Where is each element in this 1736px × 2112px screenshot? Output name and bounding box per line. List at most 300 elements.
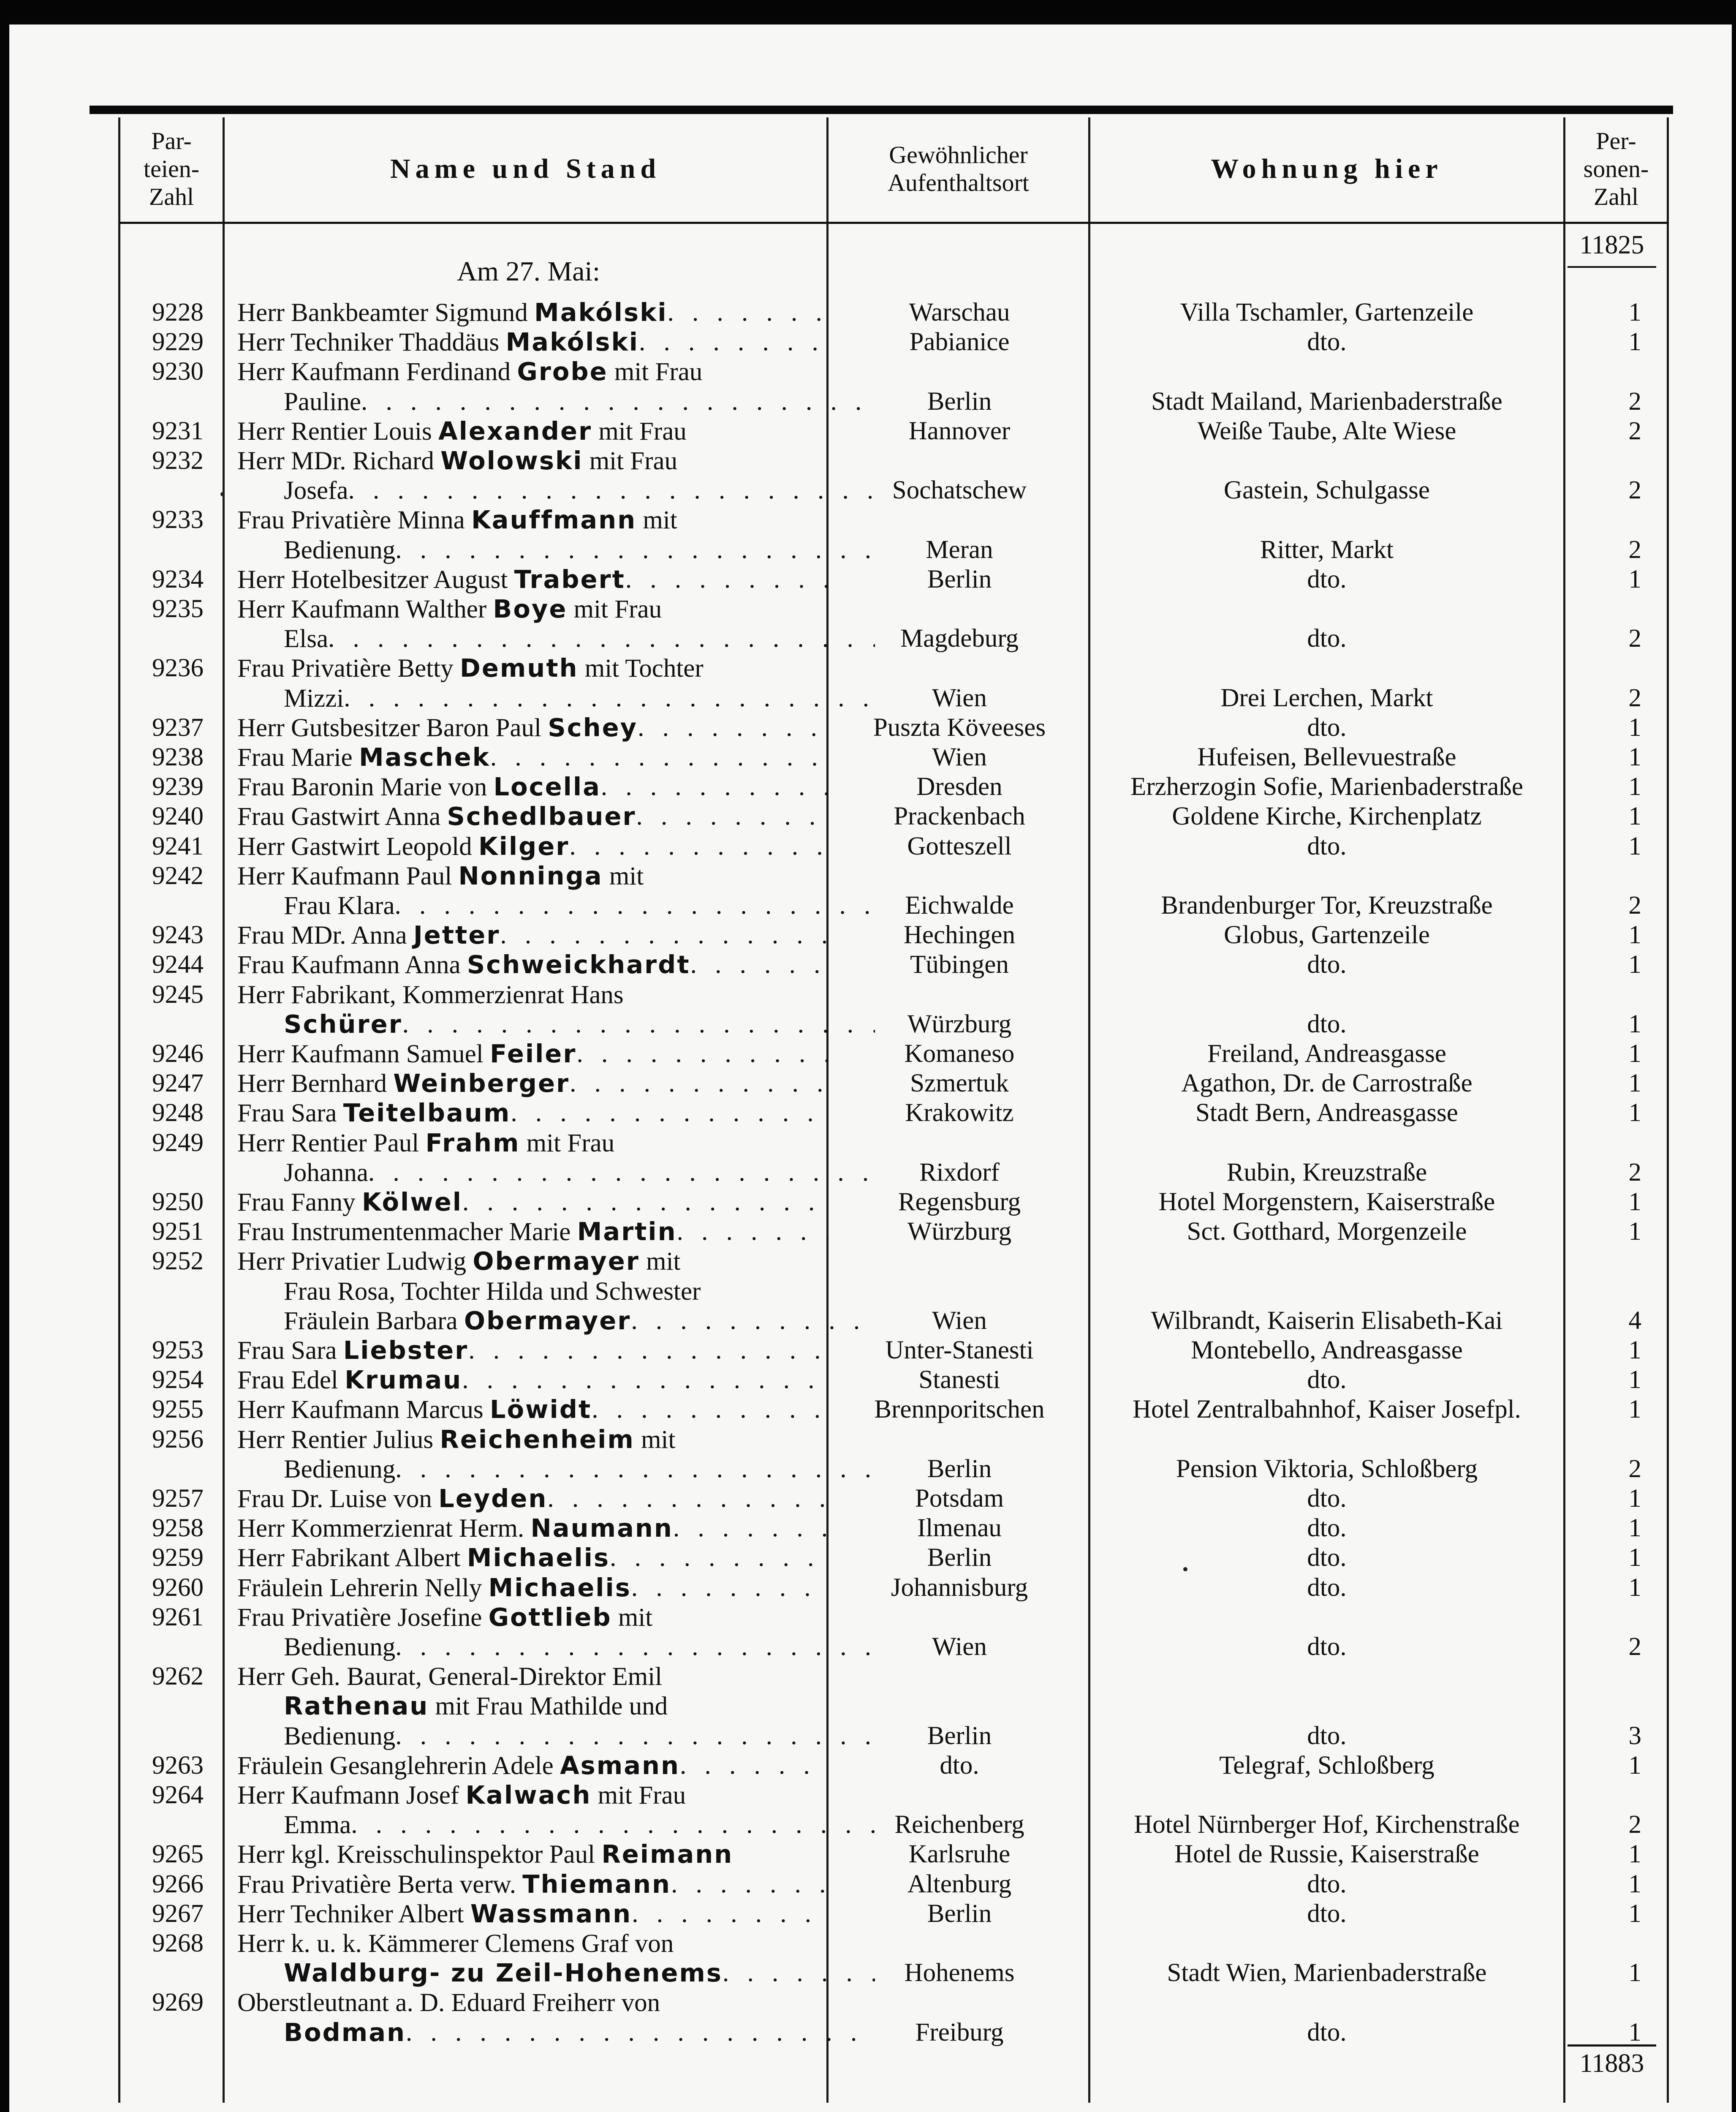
table-row (9, 1158, 1732, 1187)
entry-residence: Warschau (909, 298, 1010, 327)
entry-title: Fräulein Lehrerin Nelly (237, 1573, 489, 1602)
entry-surname: Makólski (534, 298, 668, 327)
entry-suffix: mit (603, 862, 644, 890)
entry-number: 9250 (152, 1188, 204, 1216)
entry-persons: 1 (1628, 1573, 1641, 1602)
entry-lodging: dto. (1307, 1633, 1347, 1661)
entry-name-text (237, 565, 625, 595)
entry-name-text (237, 1870, 671, 1900)
entry-name-and-status (237, 594, 829, 624)
entry-lodging: Freiland, Andreasgasse (1207, 1040, 1446, 1068)
entry-residence: Potsdam (915, 1484, 1004, 1513)
entry-name-text (284, 1958, 723, 1988)
entry-number: 9254 (152, 1366, 204, 1394)
entry-title: Frau Marie (237, 743, 359, 772)
entry-residence: Berlin (927, 387, 992, 416)
entry-title: Herr Rentier Paul (237, 1129, 426, 1157)
table-row (9, 1751, 1732, 1780)
entry-name-and-status (237, 743, 829, 773)
entry-persons: 1 (1628, 950, 1641, 979)
entry-number: 9269 (152, 1988, 204, 2017)
entry-title: Herr Rentier Louis (237, 417, 438, 446)
dot-leader (395, 535, 875, 565)
entry-name-text (284, 476, 348, 506)
entry-title: Frau Rosa, Tochter Hilda und Schwester (284, 1277, 701, 1306)
entry-lodging: Hotel Zentralbahnhof, Kaiser Josefpl. (1133, 1395, 1521, 1424)
dot-leader (395, 1721, 875, 1751)
entry-number: 9231 (152, 416, 204, 445)
entry-persons: 1 (1628, 1069, 1641, 1098)
table-row (9, 861, 1732, 891)
table-row (9, 327, 1732, 357)
scan-top-edge (9, 17, 1732, 24)
entry-suffix: mit (636, 506, 677, 535)
entry-lodging: dto. (1307, 1721, 1347, 1750)
dot-leader (395, 891, 875, 921)
table-row (9, 1573, 1732, 1603)
entry-residence: Freiburg (915, 2018, 1004, 2047)
dot-leader (500, 920, 829, 950)
table-row (9, 1395, 1732, 1424)
entry-title: Frau Gastwirt Anna (237, 803, 447, 831)
entry-persons: 1 (1628, 1395, 1641, 1424)
entry-persons: 4 (1628, 1306, 1641, 1335)
table-row (9, 535, 1732, 565)
table-row (9, 1425, 1732, 1454)
entry-residence: Eichwalde (905, 891, 1014, 920)
entry-suffix: mit Frau (520, 1129, 615, 1157)
entry-name-and-status (237, 357, 829, 387)
entry-name-text (237, 981, 624, 1009)
entry-number: 9263 (152, 1751, 204, 1780)
entry-residence: Wien (932, 1306, 987, 1335)
dot-leader (511, 1098, 829, 1128)
table-row (9, 653, 1732, 683)
entry-name-and-status (237, 1780, 829, 1810)
entry-title: Fräulein Gesanglehrerin Adele (237, 1751, 560, 1780)
entry-lodging: dto. (1307, 1899, 1347, 1928)
entry-name-text (284, 1721, 395, 1751)
entry-persons: 1 (1628, 802, 1641, 831)
entry-name-and-status (237, 683, 875, 713)
table-row (9, 565, 1732, 594)
entry-title: Frau Instrumentenmacher Marie (237, 1218, 577, 1247)
table-row (9, 1988, 1732, 2017)
table-row (9, 1336, 1732, 1365)
header-parteien-zahl: Par- teien- Zahl (143, 127, 200, 211)
entry-name-and-status (237, 832, 829, 862)
dot-leader (406, 2018, 875, 2048)
dot-leader (468, 1336, 829, 1366)
entry-lodging: Goldene Kirche, Kirchenplatz (1172, 802, 1482, 831)
entry-name-text (284, 387, 361, 417)
table-row (9, 1929, 1732, 1958)
entry-lodging: dto. (1307, 1484, 1347, 1513)
entry-title: Herr Fabrikant Albert (237, 1544, 467, 1573)
entry-residence: Ilmenau (917, 1514, 1002, 1543)
entry-number: 9230 (152, 357, 204, 386)
entry-name-and-status (237, 861, 829, 891)
entry-name-text (284, 683, 344, 713)
entry-persons: 1 (1628, 565, 1641, 593)
entry-name-and-status (237, 565, 829, 595)
dot-leader (610, 1543, 829, 1573)
dot-leader (690, 950, 829, 980)
entry-lodging: dto. (1307, 1870, 1347, 1898)
entry-name-text (237, 920, 500, 950)
entry-surname: Leyden (438, 1484, 548, 1513)
entry-persons: 1 (1628, 298, 1641, 327)
dot-leader (680, 1751, 829, 1781)
table-row (9, 950, 1732, 980)
table-row (9, 1069, 1732, 1098)
entry-title: Bedienung (284, 1722, 396, 1750)
entry-lodging: Villa Tschamler, Gartenzeile (1180, 298, 1474, 327)
entry-name-text (237, 772, 601, 802)
entry-lodging: Drei Lerchen, Markt (1220, 683, 1433, 712)
entry-persons: 2 (1628, 1633, 1641, 1661)
entry-title: Frau Sara (237, 1336, 343, 1365)
entry-lodging: Stadt Bern, Andreasgasse (1195, 1099, 1458, 1127)
table-row (9, 357, 1732, 386)
entry-surname: Makólski (505, 327, 639, 357)
entry-name-text (284, 1454, 395, 1484)
entry-title: Frau Privatière Betty (237, 654, 460, 683)
entry-persons: 1 (1628, 921, 1641, 950)
dot-leader (344, 683, 875, 713)
entry-residence: Tübingen (910, 950, 1009, 979)
entry-persons: 2 (1628, 1454, 1641, 1483)
entry-name-and-status (237, 1276, 875, 1306)
entry-title: Herr Rentier Julius (237, 1425, 440, 1454)
dot-leader (631, 1573, 829, 1603)
entry-name-and-status (237, 1425, 829, 1455)
table-row (9, 1247, 1732, 1276)
entry-residence: Würzburg (907, 1010, 1012, 1038)
entry-name-and-status (237, 1010, 875, 1040)
entry-title: Mizzi (284, 684, 344, 713)
entry-title: Herr Hotelbesitzer August (237, 565, 514, 594)
table-row (9, 1780, 1732, 1810)
entry-title: Frau Dr. Luise von (237, 1485, 439, 1513)
entry-surname: Wassmann (470, 1899, 632, 1928)
entry-name-and-status (237, 1573, 829, 1603)
entry-name-text (237, 298, 668, 328)
entry-name-text (237, 1187, 462, 1217)
entry-title: Frau Privatière Josefine (237, 1603, 489, 1632)
entry-title: Herr Kaufmann Walther (237, 595, 493, 623)
entry-residence: Rixdorf (919, 1158, 1000, 1187)
dot-leader (671, 1870, 829, 1900)
entry-surname: Obermayer (473, 1247, 640, 1276)
entry-suffix: mit (611, 1603, 653, 1632)
entry-number: 9234 (152, 565, 204, 593)
entry-title: Frau Kaufmann Anna (237, 951, 467, 980)
entry-name-and-status (237, 1810, 875, 1840)
entry-number: 9235 (152, 595, 204, 623)
entry-surname: Asmann (560, 1750, 680, 1780)
entry-persons: 2 (1628, 535, 1641, 564)
entry-name-text (237, 1129, 614, 1157)
entry-title: Herr k. u. k. Kämmerer Clemens Graf von (237, 1930, 674, 1958)
entry-title: Herr Bankbeamter Sigmund (237, 299, 535, 327)
entry-title: Herr MDr. Richard (237, 447, 441, 475)
entry-number: 9244 (152, 950, 204, 979)
table-row (9, 1691, 1732, 1721)
entry-name-text (284, 1810, 351, 1840)
entry-lodging: Telegraf, Schloßberg (1219, 1751, 1434, 1780)
entry-name-text (237, 1098, 511, 1128)
entry-residence: Sochatschew (892, 476, 1027, 505)
entry-surname: Michaelis (488, 1573, 631, 1602)
entry-number: 9256 (152, 1425, 204, 1453)
dot-leader (668, 298, 829, 328)
entry-residence: Hohenems (904, 1959, 1015, 1987)
table-row (9, 1365, 1732, 1395)
entry-name-text (237, 1513, 673, 1543)
entry-persons: 1 (1628, 1751, 1641, 1780)
entry-lodging: Pension Viktoria, Schloßberg (1176, 1454, 1478, 1483)
entry-title: Pauline (284, 387, 361, 416)
entry-name-text (237, 1603, 652, 1632)
entry-lodging: Rubin, Kreuzstraße (1226, 1158, 1427, 1187)
entry-name-and-status (237, 1336, 829, 1366)
entry-residence: Berlin (927, 565, 992, 593)
entry-number: 9266 (152, 1870, 204, 1898)
entry-residence: Brennporitschen (874, 1395, 1045, 1424)
entry-residence: Szmertuk (910, 1069, 1009, 1098)
entry-residence: Komaneso (904, 1040, 1015, 1068)
entry-name-text (284, 1306, 631, 1336)
entry-surname: Boye (493, 594, 568, 623)
entry-lodging: Ritter, Markt (1260, 535, 1394, 564)
entry-number: 9265 (152, 1840, 204, 1869)
entry-name-and-status (237, 1454, 875, 1484)
entry-title: Herr Kaufmann Marcus (237, 1396, 490, 1424)
entry-persons: 1 (1628, 713, 1641, 742)
entry-surname: Löwidt (489, 1395, 592, 1424)
entry-name-text (237, 1395, 592, 1425)
entry-title: Bedienung (284, 536, 396, 564)
entry-persons: 1 (1628, 1099, 1641, 1127)
entry-surname: Obermayer (464, 1306, 631, 1335)
entry-name-text (284, 891, 395, 921)
entry-number: 9255 (152, 1395, 204, 1424)
entry-surname: Reimann (601, 1840, 734, 1869)
entry-residence: Dresden (916, 773, 1002, 801)
entry-name-text (284, 2018, 406, 2048)
entry-residence: Hechingen (903, 921, 1016, 950)
header-wohnung: Wohnung hier (1211, 153, 1443, 185)
entry-name-and-status (237, 1069, 829, 1099)
entry-name-text (237, 417, 687, 446)
entry-number: 9257 (152, 1484, 204, 1513)
table-row (9, 1810, 1732, 1840)
entry-title: Herr Gastwirt Leopold (237, 832, 478, 861)
entry-surname: Kauffmann (471, 505, 637, 535)
table-row (9, 416, 1732, 446)
dot-leader (636, 802, 829, 832)
entry-title: Emma (284, 1811, 351, 1840)
entry-surname: Kilger (478, 831, 570, 861)
entry-name-text (284, 1632, 395, 1662)
entry-surname: Waldburg- zu Zeil-Hohenems (284, 1958, 723, 1988)
dot-leader (576, 1039, 829, 1069)
table-row (9, 1662, 1732, 1691)
dot-leader (673, 1513, 829, 1543)
entry-title: Johanna (284, 1158, 368, 1187)
entry-name-text (284, 1692, 668, 1720)
entry-persons: 1 (1628, 743, 1641, 771)
entry-residence: Wien (932, 1633, 987, 1661)
entry-name-text (284, 624, 328, 654)
entry-residence: Berlin (927, 1899, 992, 1928)
entry-title: Herr Fabrikant, Kommerzienrat Hans (237, 980, 624, 1009)
entry-persons: 1 (1628, 1543, 1641, 1572)
entry-residence: Hannover (908, 416, 1011, 445)
entry-surname: Demuth (459, 653, 579, 683)
entry-name-and-status (237, 772, 829, 802)
entry-suffix: mit Tochter (578, 654, 704, 683)
entry-name-and-status (237, 387, 875, 417)
entry-surname: Bodman (284, 2017, 406, 2047)
entry-persons: 1 (1628, 1040, 1641, 1068)
carry-over-underline (1568, 266, 1656, 268)
entry-name-and-status (237, 1395, 829, 1425)
entry-title: Herr Privatier Ludwig (237, 1247, 473, 1276)
table-row (9, 802, 1732, 831)
header-name-und-stand: Name und Stand (390, 153, 661, 185)
entry-surname: Teitelbaum (343, 1098, 511, 1128)
entry-residence: Wien (932, 743, 987, 771)
entry-residence: Würzburg (907, 1217, 1012, 1246)
entry-name-text (237, 1989, 660, 2017)
entry-surname: Kalwach (465, 1780, 592, 1810)
entry-residence: Berlin (927, 1721, 992, 1750)
table-row (9, 1603, 1732, 1632)
dot-leader (570, 1069, 829, 1099)
entry-name-and-status (237, 1513, 829, 1543)
entry-lodging: Hotel Morgenstern, Kaiserstraße (1158, 1188, 1495, 1216)
entry-title: Elsa (284, 625, 329, 653)
dot-leader (351, 1810, 875, 1840)
entry-lodging: Erzherzogin Sofie, Marienbaderstraße (1130, 773, 1523, 801)
entry-name-text (237, 1247, 680, 1276)
entry-title: Frau Klara (284, 892, 395, 920)
dot-leader (402, 1010, 875, 1040)
entry-number: 9240 (152, 802, 204, 831)
entry-name-and-status (237, 1662, 829, 1692)
table-row (9, 1306, 1732, 1336)
entry-number: 9253 (152, 1336, 204, 1364)
entry-name-and-status (237, 476, 875, 506)
carry-over-total: 11825 (1579, 231, 1644, 259)
entry-name-and-status (237, 535, 875, 565)
table-row (9, 1543, 1732, 1573)
entry-title: Herr Kaufmann Samuel (237, 1040, 490, 1068)
dot-leader (638, 713, 829, 743)
table-row (9, 1484, 1732, 1513)
register-page (9, 17, 1732, 2112)
entry-number: 9237 (152, 713, 204, 742)
table-row (9, 476, 1732, 505)
entry-surname: Kölwel (361, 1187, 463, 1217)
entry-persons: 1 (1628, 1366, 1641, 1394)
dot-leader (395, 1632, 875, 1662)
entry-name-text (237, 654, 704, 683)
entry-surname: Krumau (345, 1365, 462, 1395)
entry-residence: Puszta Köveeses (873, 713, 1046, 742)
entry-title: Herr Kaufmann Ferdinand (237, 358, 517, 386)
entry-title: Fräulein Barbara (284, 1306, 464, 1335)
entry-surname: Schürer (284, 1009, 402, 1039)
table-row (9, 1513, 1732, 1543)
final-total: 11883 (1568, 2044, 1656, 2080)
entry-lodging: dto. (1307, 1573, 1347, 1602)
entry-name-and-status (237, 624, 875, 654)
entry-name-text (237, 506, 677, 534)
entry-lodging: Agathon, Dr. de Carrostraße (1181, 1069, 1472, 1098)
table-row (9, 387, 1732, 416)
entry-lodging: Wilbrandt, Kaiserin Elisabeth-Kai (1151, 1306, 1503, 1335)
table-row (9, 1098, 1732, 1128)
entry-residence: Berlin (927, 1454, 992, 1483)
entry-surname: Liebster (343, 1336, 469, 1365)
entry-lodging: dto. (1307, 950, 1347, 979)
entry-residence: Prackenbach (894, 802, 1025, 831)
entry-number: 9248 (152, 1099, 204, 1127)
entry-residence: Magdeburg (900, 624, 1019, 653)
entry-title: Herr Techniker Thaddäus (237, 328, 506, 357)
entry-lodging: Sct. Gotthard, Morgenzeile (1187, 1217, 1467, 1246)
entry-residence: Meran (926, 535, 993, 564)
entry-name-and-status (237, 1988, 829, 2018)
entry-title: Frau Baronin Marie von (237, 773, 494, 802)
entry-surname: Alexander (438, 416, 592, 446)
entry-persons: 1 (1628, 1336, 1641, 1364)
entry-name-text (237, 1069, 570, 1099)
entry-name-and-status (237, 1039, 829, 1069)
entry-suffix: mit (634, 1425, 676, 1454)
dot-leader (348, 476, 875, 506)
entry-name-text (237, 1484, 547, 1514)
entry-name-and-status (237, 713, 829, 743)
entry-name-and-status (237, 980, 829, 1010)
table-row (9, 1870, 1732, 1899)
entry-name-text (237, 950, 690, 980)
table-row (9, 1958, 1732, 1988)
table-row (9, 772, 1732, 802)
entry-title: Frau MDr. Anna (237, 921, 413, 950)
entry-suffix: mit Frau (592, 417, 687, 446)
dot-leader (625, 565, 829, 595)
entry-persons: 2 (1628, 624, 1641, 653)
entry-lodging: Hotel Nürnberger Hof, Kirchenstraße (1134, 1810, 1520, 1839)
header-personen-zahl: Per- sonen- Zahl (1583, 127, 1649, 211)
entry-residence: Wien (932, 683, 987, 712)
entry-name-text (237, 1336, 468, 1366)
entry-name-and-status (237, 1958, 875, 1988)
entry-suffix: mit Frau (591, 1781, 686, 1810)
entry-title: Bedienung (284, 1455, 396, 1483)
table-row (9, 1632, 1732, 1662)
entry-name-and-status (237, 1632, 875, 1662)
entry-residence: Pabianice (909, 328, 1010, 357)
entry-surname: Trabert (514, 564, 625, 594)
entry-surname: Martin (577, 1217, 677, 1247)
entry-number: 9252 (152, 1247, 204, 1276)
entry-number: 9261 (152, 1603, 204, 1631)
